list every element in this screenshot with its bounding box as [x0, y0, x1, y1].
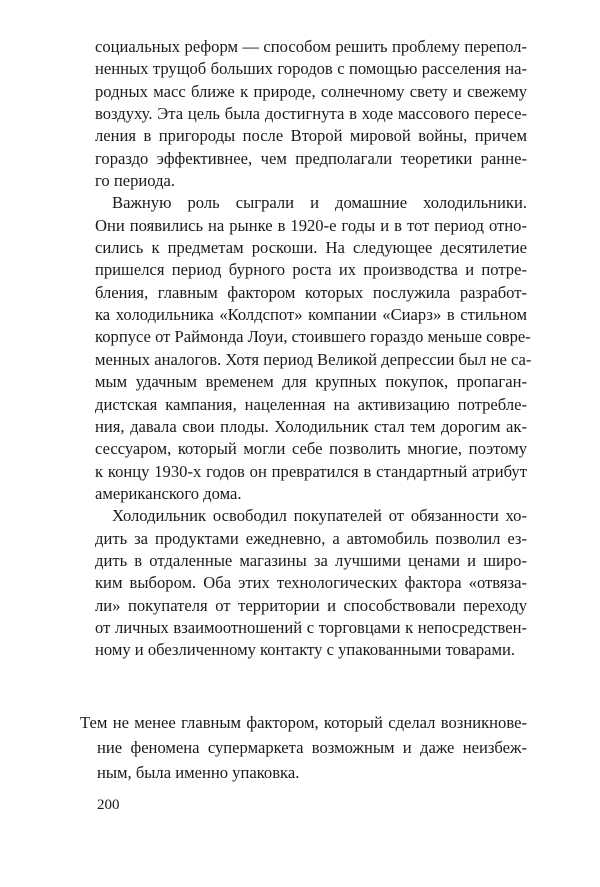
text-line: Холодильник освободил покупателей от обязанности хо- — [112, 506, 527, 526]
text-line: дистская кампания, нацеленная на активизацию потребле- — [95, 394, 527, 414]
quote-line: ние феномена супермаркета возможным и даже неизбеж- — [97, 738, 527, 757]
text-line: гораздо эффективнее, чем предполагали теоретики ранне- — [95, 148, 527, 168]
quote-line: ным, была именно упаковка. — [97, 763, 300, 782]
text-line: ка холодильника «Колдспот» компании «Сиарз» в стильном — [95, 305, 527, 325]
text-line: родных масс ближе к природе, солнечному свету и свежему — [95, 81, 527, 101]
body-text — [95, 36, 532, 662]
text-line: ления в пригороды после Второй мировой войны, причем — [95, 126, 527, 146]
paragraph — [95, 192, 532, 505]
text-line: го периода. — [95, 171, 176, 191]
text-line: ненных трущоб больших городов с помощью расселения на- — [95, 59, 527, 79]
text-line: бления, главным фактором которых послужила разработ- — [95, 282, 527, 302]
text-line: социальных реформ — способом решить проблему перепол- — [95, 37, 527, 56]
text-line: от личных взаимоотношений с торговцами к непосредствен- — [95, 617, 527, 637]
paragraph — [95, 36, 527, 192]
text-line: дить в отдаленные магазины за лучшими ценами и широ- — [95, 550, 527, 570]
text-line: мым удачным временем для крупных покупок, пропаган- — [95, 372, 527, 392]
text-line: менных аналогов. Хотя период Великой депрессии был не са- — [95, 349, 532, 369]
text-line: Важную роль сыграли и домашние холодильники. — [112, 193, 527, 213]
page-number: 200 — [97, 797, 120, 813]
text-line: воздуху. Эта цель была достигнута в ходе массового пересе- — [95, 104, 527, 124]
text-line: Они появились на рынке в 1920-е годы и в тот период отно- — [95, 215, 527, 235]
text-line: ли» покупателя от территории и способствовали переходу — [95, 595, 527, 615]
text-line: корпусе от Раймонда Лоуи, стоившего гораздо меньше совре- — [95, 327, 531, 347]
text-line: пришелся период бурного роста их производства и потре- — [95, 260, 527, 280]
text-line: ния, давала свои плоды. Холодильник стал тем дорогим ак- — [95, 416, 527, 436]
paragraph — [95, 505, 527, 661]
text-line: дить за продуктами ежедневно, а автомобиль позволил ез- — [95, 528, 527, 548]
text-line: к концу 1930-х годов он превратился в стандартный атрибут — [95, 461, 527, 481]
text-line: ким выбором. Оба этих технологических фактора «отвяза- — [95, 573, 527, 593]
text-line: американского дома. — [95, 483, 242, 503]
quote-line: Тем не менее главным фактором, который сделал возникнове- — [80, 713, 527, 732]
text-line: сились к предметам роскоши. На следующее десятилетие — [95, 238, 527, 258]
text-line: сессуаром, который могли себе позволить многие, поэтому — [95, 439, 527, 459]
pull-quote — [80, 710, 527, 785]
text-line: ному и обезличенному контакту с упакованными товарами. — [95, 640, 516, 660]
